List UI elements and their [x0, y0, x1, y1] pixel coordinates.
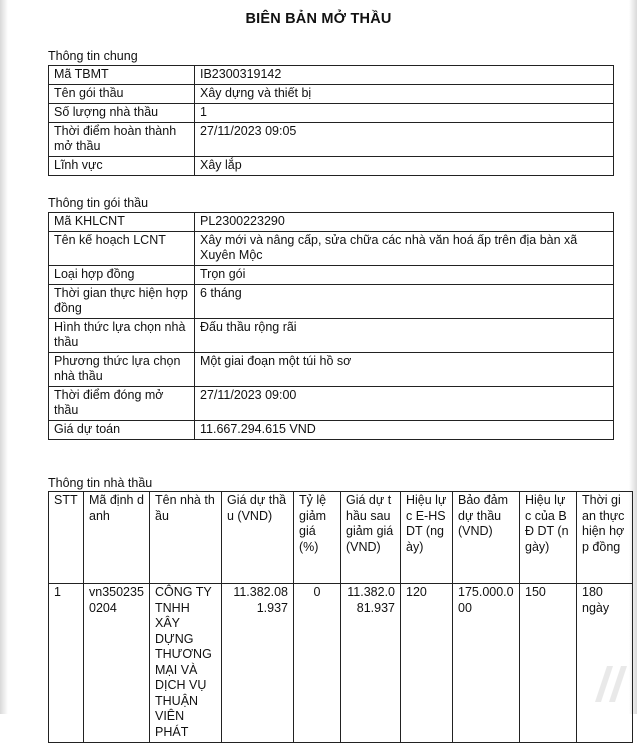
- general-row: [49, 85, 614, 104]
- general-key: Tên gói thầu: [49, 85, 195, 104]
- package-row: [49, 266, 614, 285]
- header-name: Tên nhà thầu: [150, 492, 222, 584]
- header-discount: Tỷ lệ giảm giá (%): [294, 492, 341, 584]
- page-edge-left: [0, 0, 8, 714]
- general-row: [49, 66, 614, 85]
- cell-stt: 1: [49, 584, 84, 743]
- general-value: 27/11/2023 09:05: [195, 123, 614, 157]
- cell-id: vn3502350204: [84, 584, 150, 743]
- document-title: BIÊN BẢN MỞ THẦU: [245, 11, 392, 27]
- general-key: Số lượng nhà thầu: [49, 104, 195, 123]
- package-value: Trọn gói: [195, 266, 614, 285]
- cell-duration: 180 ngày: [577, 584, 633, 743]
- package-row: [49, 213, 614, 232]
- general-row: [49, 104, 614, 123]
- header-validity: Hiệu lực E-HSDT (ngày): [401, 492, 453, 584]
- cell-discount: 0: [294, 584, 341, 743]
- package-row: [49, 232, 614, 266]
- contractor-row: [49, 584, 633, 743]
- general-value: IB2300319142: [195, 66, 614, 85]
- header-id: Mã định danh: [84, 492, 150, 584]
- package-value: 27/11/2023 09:00: [195, 387, 614, 421]
- general-info-table: [48, 65, 614, 176]
- general-row: [49, 123, 614, 157]
- package-key: Giá dự toán: [49, 421, 195, 440]
- general-value: Xây dựng và thiết bị: [195, 85, 614, 104]
- package-key: Hình thức lựa chọn nhà thầu: [49, 319, 195, 353]
- package-value: 6 tháng: [195, 285, 614, 319]
- package-row: [49, 421, 614, 440]
- watermark-logo-icon: [591, 662, 633, 706]
- general-key: Lĩnh vực: [49, 157, 195, 176]
- package-info-label: Thông tin gói thầu: [48, 196, 149, 210]
- package-key: Thời gian thực hiện hợp đồng: [49, 285, 195, 319]
- package-key: Loại hợp đồng: [49, 266, 195, 285]
- header-duration: Thời gian thực hiện hợp đồng: [577, 492, 633, 584]
- package-key: Mã KHLCNT: [49, 213, 195, 232]
- cell-bid-after: 11.382.081.937: [341, 584, 401, 743]
- package-key: Phương thức lựa chọn nhà thầu: [49, 353, 195, 387]
- header-guarantee-validity: Hiệu lực của BĐ DT (ngày): [520, 492, 577, 584]
- general-key: Thời điểm hoàn thành mở thầu: [49, 123, 195, 157]
- cell-guarantee: 175.000.000: [453, 584, 520, 743]
- contractor-info-label: Thông tin nhà thầu: [48, 476, 153, 490]
- general-row: [49, 157, 614, 176]
- cell-bid: 11.382.081.937: [222, 584, 294, 743]
- header-bid-after: Giá dự thầu sau giảm giá (VND): [341, 492, 401, 584]
- header-guarantee: Bảo đảm dự thầu (VND): [453, 492, 520, 584]
- cell-guarantee-validity: 150: [520, 584, 577, 743]
- contractor-table: [48, 491, 633, 743]
- package-key: Tên kế hoạch LCNT: [49, 232, 195, 266]
- package-value: Xây mới và nâng cấp, sửa chữa các nhà văn hoá ấp trên địa bàn xã Xuyên Mộc: [195, 232, 614, 266]
- cell-name: CÔNG TY TNHH XÂY DỰNG THƯƠNG MẠI VÀ DỊCH VỤ THUẬN VIÊN PHÁT: [150, 584, 222, 743]
- package-value: PL2300223290: [195, 213, 614, 232]
- general-key: Mã TBMT: [49, 66, 195, 85]
- contractor-header-row: [49, 492, 633, 584]
- package-info-table: [48, 212, 614, 440]
- package-row: [49, 285, 614, 319]
- package-key: Thời điểm đóng mở thầu: [49, 387, 195, 421]
- package-value: 11.667.294.615 VND: [195, 421, 614, 440]
- cell-validity: 120: [401, 584, 453, 743]
- general-value: 1: [195, 104, 614, 123]
- package-row: [49, 319, 614, 353]
- package-row: [49, 387, 614, 421]
- general-info-label: Thông tin chung: [48, 49, 138, 63]
- header-bid: Giá dự thầu (VND): [222, 492, 294, 584]
- package-value: Đấu thầu rộng rãi: [195, 319, 614, 353]
- package-row: [49, 353, 614, 387]
- general-value: Xây lắp: [195, 157, 614, 176]
- package-value: Một giai đoạn một túi hồ sơ: [195, 353, 614, 387]
- header-stt: STT: [49, 492, 84, 584]
